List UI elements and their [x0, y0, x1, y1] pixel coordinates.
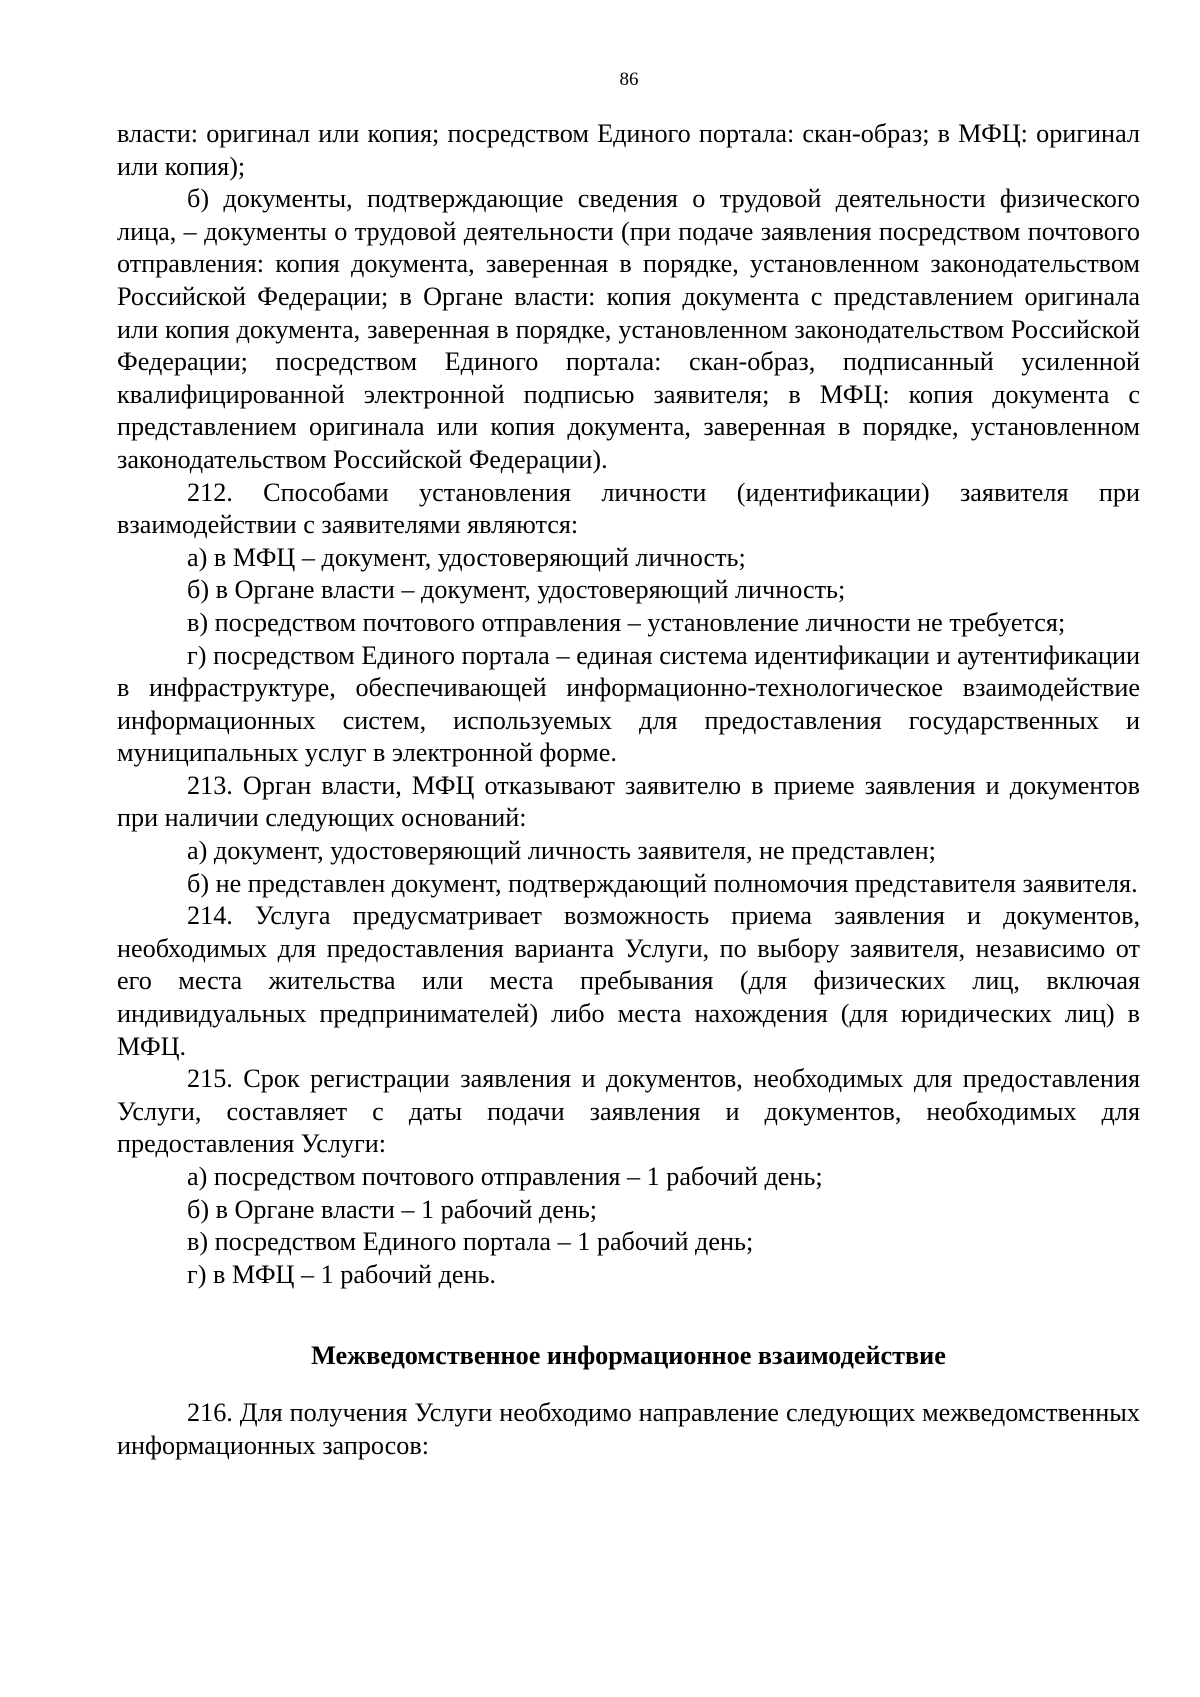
paragraph: а) документ, удостоверяющий личность заявителя, не представлен;	[187, 836, 936, 866]
paragraph: в) посредством почтового отправления – установление личности не требуется;	[187, 607, 1066, 637]
paragraph: 214. Услуга предусматривает возможность приема заявления и документов, необходимых для предоставления варианта Услуги, по выбору заявителя, независимо от его места жительства или места пребывания (для физических лиц, включая индивидуальных предпринимателей) либо места нахождения (для юридических лиц) в МФЦ.	[117, 901, 1140, 1061]
page-number: 86	[619, 69, 639, 90]
paragraph: а) в МФЦ – документ, удостоверяющий личность;	[187, 542, 746, 572]
paragraph: 213. Орган власти, МФЦ отказывают заявителю в приеме заявления и документов при наличии следующих оснований:	[117, 770, 1140, 833]
paragraph: б) в Органе власти – 1 рабочий день;	[187, 1194, 598, 1224]
paragraph: б) не представлен документ, подтверждающий полномочия представителя заявителя.	[187, 868, 1138, 898]
paragraph: б) в Органе власти – документ, удостоверяющий личность;	[187, 575, 846, 605]
paragraph: г) посредством Единого портала – единая система идентификации и аутентификации в инфраструктуре, обеспечивающей информационно-технологическое взаимодействие информационных систем, используемых для предоставления государственных и муниципальных услуг в электронной форме.	[117, 640, 1140, 768]
paragraph: 216. Для получения Услуги необходимо направление следующих межведомственных информационных запросов:	[117, 1397, 1140, 1460]
paragraph: 212. Способами установления личности (идентификации) заявителя при взаимодействии с заявителями являются:	[117, 477, 1140, 540]
paragraph: г) в МФЦ – 1 рабочий день.	[187, 1259, 496, 1289]
paragraph: 215. Срок регистрации заявления и документов, необходимых для предоставления Услуги, составляет с даты подачи заявления и документов, необходимых для предоставления Услуги:	[117, 1064, 1140, 1159]
paragraph: б) документы, подтверждающие сведения о трудовой деятельности физического лица, – документы о трудовой деятельности (при подаче заявления посредством почтового отправления: копия документа, заверенная в порядке, установленном законодательством Российской Федерации; в Органе власти: копия документа с представлением оригинала или копия документа, заверенная в порядке, установленном законодательством Российской Федерации; посредством Единого портала: скан-образ, подписанный усиленной квалифицированной электронной подписью заявителя; в МФЦ: копия документа с представлением оригинала или копия документа, заверенная в порядке, установленном законодательством Российской Федерации).	[117, 184, 1140, 474]
paragraph: в) посредством Единого портала – 1 рабочий день;	[187, 1227, 754, 1257]
document-body	[117, 118, 1140, 1462]
paragraph: власти: оригинал или копия; посредством Единого портала: скан-образ; в МФЦ: оригинал или копия);	[117, 119, 1140, 181]
paragraph: а) посредством почтового отправления – 1 рабочий день;	[187, 1162, 823, 1191]
section-heading: Межведомственное информационное взаимодействие	[311, 1341, 946, 1371]
